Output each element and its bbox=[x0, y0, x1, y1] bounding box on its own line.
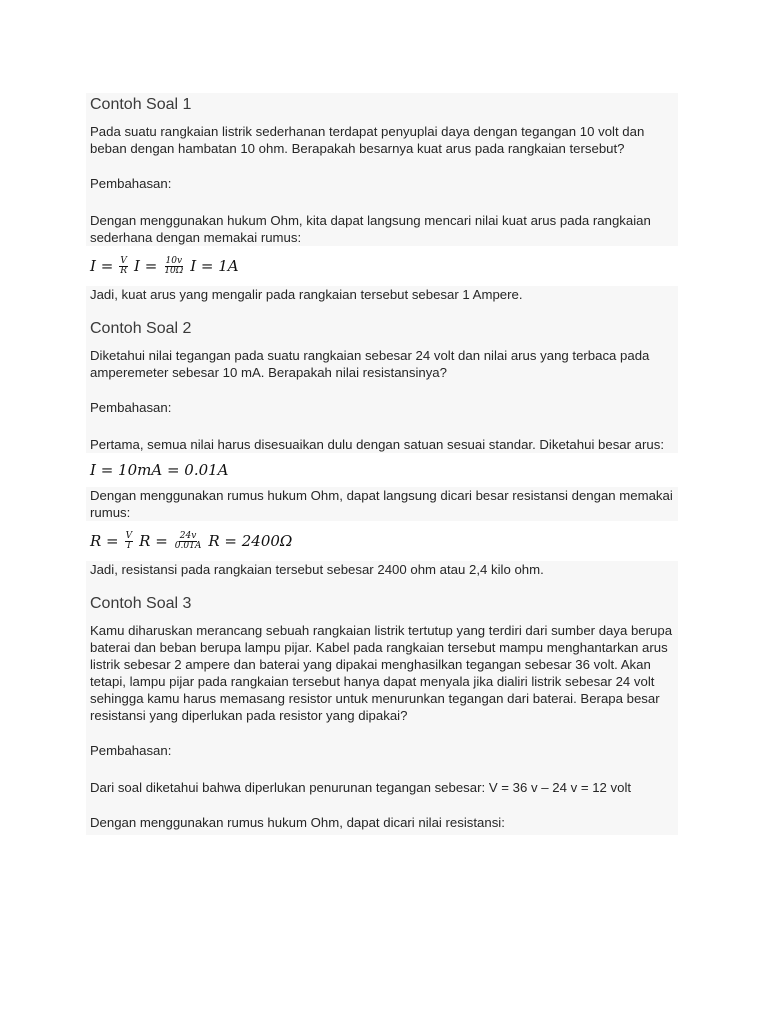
soal1-intro: Dengan menggunakan hukum Ohm, kita dapat langsung mencari nilai kuat arus pada rangkaian sederhana dengan memakai rumus: bbox=[90, 213, 651, 245]
soal3-step1: Dari soal diketahui bahwa diperlukan penurunan tegangan sebesar: V = 36 v – 24 v = 12 volt bbox=[90, 780, 632, 795]
soal2-formula2 bbox=[86, 521, 678, 561]
soal2-intro: Pertama, semua nilai harus disesuaikan dulu dengan satuan sesuai standar. Diketahui besar arus: bbox=[90, 437, 665, 452]
article-content bbox=[86, 93, 678, 835]
soal2-intro2: Dengan menggunakan rumus hukum Ohm, dapat langsung dicari besar resistansi dengan memakai rumus: bbox=[90, 488, 673, 520]
soal2-pembahasan: Pembahasan: bbox=[90, 400, 172, 415]
soal1-question: Pada suatu rangkaian listrik sederhanan terdapat penyuplai daya dengan tegangan 10 volt dan beban dengan hambatan 10 ohm. Berapakah besarnya kuat arus pada rangkaian tersebut? bbox=[90, 124, 645, 156]
soal2-conclusion-block bbox=[86, 561, 678, 835]
formula-ohm-current: I = $\frac{V}{R}$ I = $\frac{10v}{10\Omega}$ I = 1A bbox=[90, 255, 239, 276]
soal1-block bbox=[86, 93, 678, 246]
soal2-question: Diketahui nilai tegangan pada suatu rangkaian sebesar 24 volt dan nilai arus yang terbaca pada amperemeter sebesar 10 mA. Berapakah nilai resistansinya? bbox=[90, 348, 650, 380]
soal1-conclusion-block bbox=[86, 286, 678, 453]
formula-unit-conversion: I = 10mA = 0.01A bbox=[90, 461, 229, 479]
soal3-title: Contoh Soal 3 bbox=[90, 595, 192, 612]
soal3-question: Kamu diharuskan merancang sebuah rangkaian listrik tertutup yang terdiri dari sumber daya berupa baterai dan beban berupa lampu pijar. Kabel pada rangkaian tersebut mampu menghantarkan arus listrik sebesar 2 ampere dan baterai yang dipakai menghasilkan tegangan sebesar 36 volt. Akan tetapi, lampu pijar pada rangkaian tersebut hanya dapat menyala jika dialiri listrik sebesar 24 volt sehingga kamu harus memasang resistor untuk menurunkan tegangan dari baterai. Berapa besar resistansi yang diperlukan pada resistor yang dipakai? bbox=[90, 623, 673, 723]
soal3-pembahasan: Pembahasan: bbox=[90, 743, 172, 758]
soal1-formula bbox=[86, 246, 678, 286]
soal2-formula1 bbox=[86, 453, 678, 487]
soal2-conclusion: Jadi, resistansi pada rangkaian tersebut sebesar 2400 ohm atau 2,4 kilo ohm. bbox=[90, 562, 544, 577]
soal1-pembahasan: Pembahasan: bbox=[90, 176, 172, 191]
soal2-intro2-block bbox=[86, 487, 678, 521]
soal1-conclusion: Jadi, kuat arus yang mengalir pada rangkaian tersebut sebesar 1 Ampere. bbox=[90, 287, 523, 302]
soal3-step2: Dengan menggunakan rumus hukum Ohm, dapat dicari nilai resistansi: bbox=[90, 815, 505, 830]
soal2-title: Contoh Soal 2 bbox=[90, 320, 192, 337]
soal1-title: Contoh Soal 1 bbox=[90, 96, 192, 113]
formula-ohm-resistance: R = $\frac{V}{I}$ R = $\frac{24v}{0.01A}$ R = 2400Ω bbox=[90, 530, 293, 551]
